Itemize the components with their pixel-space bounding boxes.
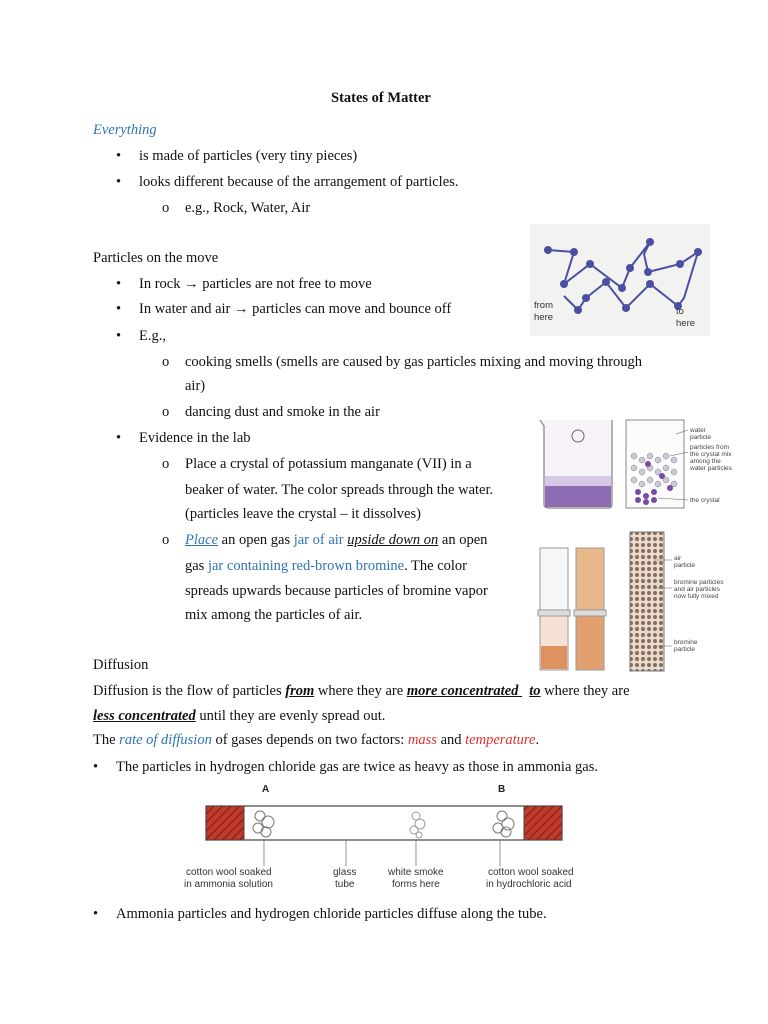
- water-pre: In water and air: [139, 301, 231, 317]
- particle-path-diagram: [530, 224, 710, 336]
- path-from-1: from: [534, 300, 553, 311]
- beaker-labels: [689, 427, 733, 504]
- crystal-line-3: (particles leave the crystal – it dissolves): [185, 506, 421, 522]
- svg-text:bromine: bromine: [674, 639, 698, 646]
- svg-text:bromine particles: bromine particles: [674, 579, 724, 586]
- svg-text:forms here: forms here: [392, 879, 440, 890]
- diffusion-line-2: [93, 707, 385, 725]
- d1-to: to: [529, 683, 541, 699]
- mixed-column: [630, 532, 664, 671]
- d2-less: less concentrated: [93, 708, 196, 724]
- d2-post: until they are evenly spread out.: [195, 708, 386, 724]
- crystal-line-2: beaker of water. The color spreads through the water.: [185, 482, 494, 498]
- svg-text:water particles: water particles: [690, 465, 732, 472]
- cooking-line-1: o cooking smells (smells are caused by gas particles mixing and moving through: [185, 353, 642, 371]
- page-title: States of Matter: [331, 90, 431, 106]
- particles-move-heading: Particles on the move: [93, 250, 219, 266]
- d3-and: and: [436, 732, 466, 748]
- jar-2-rim: [574, 610, 606, 616]
- upside-down: upside down on: [347, 532, 439, 548]
- svg-text:water: water: [690, 427, 706, 434]
- jar-bromine: jar containing red-brown bromine: [207, 558, 405, 574]
- jar-1-rim: [538, 610, 570, 616]
- diffusion-bullet-2: • Ammonia particles and hydrogen chloride particles diffuse along the tube.: [116, 905, 547, 923]
- diffusion-line-1: [93, 682, 630, 700]
- jar-1-bromine: [541, 646, 567, 669]
- rock-pre: In rock: [139, 276, 181, 292]
- jar-2-bottom: [576, 616, 604, 670]
- svg-text:particle: particle: [674, 646, 695, 653]
- beaker-purple: [545, 486, 611, 507]
- gas-gas: gas: [185, 558, 208, 574]
- svg-text:the crystal mix: the crystal mix: [690, 451, 732, 458]
- cooking-line-2: air): [185, 378, 206, 394]
- svg-text:cotton wool soaked: cotton wool soaked: [186, 867, 272, 878]
- svg-text:in hydrochloric acid: in hydrochloric acid: [486, 879, 572, 890]
- arrow-icon: →: [234, 301, 249, 317]
- svg-text:tube: tube: [335, 879, 355, 890]
- diffusion-bullet-1: • The particles in hydrogen chloride gas are twice as heavy as those in ammonia gas.: [116, 758, 598, 776]
- d3-mid: of gases depends on two factors:: [211, 732, 408, 748]
- svg-text:particles from: particles from: [690, 444, 730, 451]
- svg-text:particle: particle: [690, 434, 711, 441]
- jar-2-top: [576, 548, 604, 612]
- stopper-right: [524, 806, 562, 840]
- label-b: B: [498, 784, 506, 795]
- evidence-bullet: • Evidence in the lab: [139, 429, 251, 447]
- place-word: Place: [185, 532, 219, 548]
- svg-text:glass: glass: [333, 867, 357, 878]
- d3-dot: .: [535, 732, 540, 748]
- svg-text:now fully mixed: now fully mixed: [674, 593, 719, 600]
- svg-text:particle: particle: [674, 562, 695, 569]
- d1-post: where they are: [540, 683, 630, 699]
- tube-diagram: [180, 780, 590, 895]
- d1-more: more concentrated: [406, 683, 523, 699]
- everything-example: o e.g., Rock, Water, Air: [185, 199, 310, 217]
- gas-line-4: mix among the particles of air.: [185, 607, 363, 623]
- path-from-2: here: [534, 312, 554, 323]
- water-post: particles can move and bounce off: [252, 301, 452, 317]
- d3-rate: rate of diffusion: [119, 732, 212, 748]
- svg-text:cotton wool soaked: cotton wool soaked: [488, 867, 574, 878]
- beaker-diagram: [530, 412, 738, 512]
- diffusion-line-3: [93, 731, 539, 749]
- label-a: A: [262, 784, 270, 795]
- d1-from: from: [285, 683, 315, 699]
- diffusion-heading: Diffusion: [93, 657, 149, 673]
- gas-an-open: an open: [438, 532, 488, 548]
- water-bullet: [139, 300, 451, 318]
- eg-bullet: • E.g.,: [139, 327, 166, 345]
- rock-post: particles are not free to move: [202, 276, 372, 292]
- jar-labels: [674, 555, 724, 653]
- everything-bullet-1: • is made of particles (very tiny pieces): [139, 147, 357, 165]
- d3-temp: temperature: [465, 732, 536, 748]
- path-to-2: here: [676, 318, 696, 329]
- crystal-line-1: o Place a crystal of potassium manganate (VII) in a: [185, 455, 472, 473]
- svg-text:air: air: [674, 555, 682, 562]
- path-to-1: to: [676, 306, 684, 317]
- gas-line-1: [185, 531, 487, 549]
- dust-item: o dancing dust and smoke in the air: [185, 403, 380, 421]
- gas-open: an open gas: [218, 532, 294, 548]
- everything-heading: Everything: [93, 122, 157, 138]
- gas-color: . The color: [404, 558, 468, 574]
- svg-text:among the: among the: [690, 458, 721, 465]
- d3-mass: mass: [407, 732, 437, 748]
- rock-bullet: [139, 275, 372, 293]
- d1-pre: Diffusion is the flow of particles: [93, 683, 286, 699]
- gas-line-3: spreads upwards because particles of bromine vapor: [185, 583, 488, 599]
- arrow-icon: →: [184, 276, 199, 292]
- svg-text:white smoke: white smoke: [388, 867, 444, 878]
- everything-bullet-2: • looks different because of the arrangement of particles.: [139, 173, 458, 191]
- tube-leaders: [264, 840, 500, 866]
- stopper-left: [206, 806, 244, 840]
- svg-text:in ammonia solution: in ammonia solution: [184, 879, 273, 890]
- tube-labels: [184, 867, 574, 890]
- jar-of-air: jar of air: [293, 532, 344, 548]
- svg-text:and air particles: and air particles: [674, 586, 720, 593]
- gas-jars-diagram: [532, 530, 742, 675]
- d3-the: The: [93, 732, 120, 748]
- beaker-fade: [545, 476, 611, 486]
- gas-line-2: [185, 557, 467, 575]
- d1-mid: where they are: [314, 683, 407, 699]
- jar-1-top: [540, 548, 568, 612]
- svg-text:the crystal: the crystal: [690, 497, 720, 504]
